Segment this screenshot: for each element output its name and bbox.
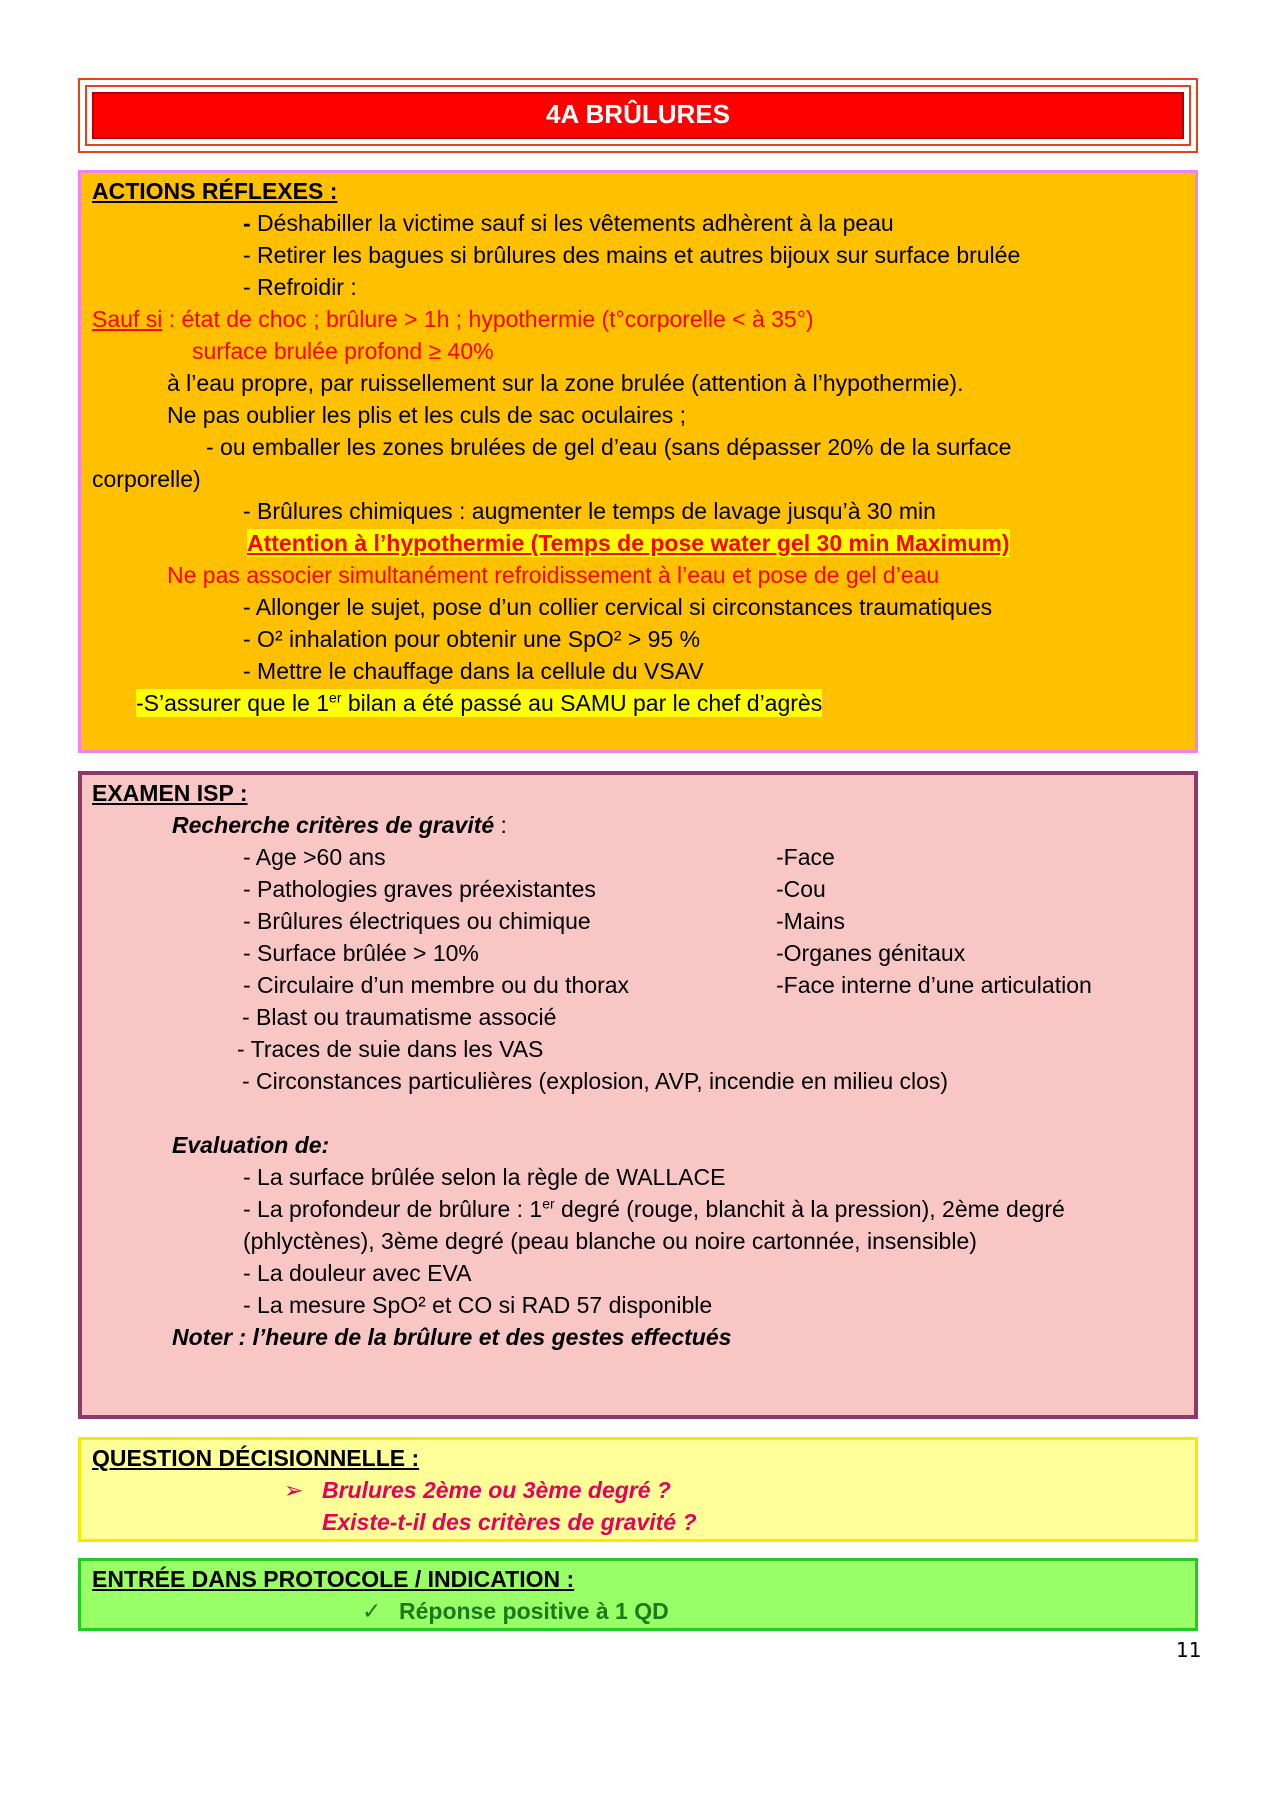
entree-indication: Réponse positive à 1 QD — [399, 1598, 669, 1624]
entree-protocole-box — [78, 1558, 1198, 1631]
action-samu: -S’assurer que le 1er bilan a été passé au SAMU par le chef d’agrès — [136, 689, 823, 716]
arrow-bullet-icon: ➢ — [284, 1477, 304, 1503]
critere-right: -Face — [776, 844, 835, 870]
critere-left: - Circulaire d’un membre ou du thorax — [243, 972, 630, 998]
question-decisionnelle-box — [78, 1437, 1198, 1542]
action-plis: Ne pas oublier les plis et les culs de sac oculaires ; — [167, 402, 687, 428]
critere-left: - Traces de suie dans les VAS — [237, 1036, 544, 1062]
title-frame — [78, 78, 1198, 153]
critere-left: - Pathologies graves préexistantes — [243, 876, 596, 902]
critere-left: - Age >60 ans — [243, 844, 386, 870]
evaluation-title: Evaluation de: — [172, 1132, 330, 1158]
evaluation-item: - La douleur avec EVA — [243, 1260, 472, 1286]
title-frame-inner — [85, 85, 1191, 146]
critere-left: - Brûlures électriques ou chimique — [243, 908, 591, 934]
criteres-title: Recherche critères de gravité : — [172, 812, 507, 838]
actions-reflexes-box — [78, 170, 1198, 753]
critere-left: - Blast ou traumatisme associé — [242, 1004, 557, 1030]
actions-heading: ACTIONS RÉFLEXES : — [92, 178, 338, 204]
critere-right: -Face interne d’une articulation — [776, 972, 1092, 998]
page-number: 11 — [1176, 1638, 1202, 1662]
critere-left: - Circonstances particulières (explosion, AVP, incendie en milieu clos) — [242, 1068, 949, 1094]
critere-right: -Cou — [776, 876, 826, 902]
question-heading: QUESTION DÉCISIONNELLE : — [92, 1445, 420, 1471]
evaluation-item: - La mesure SpO² et CO si RAD 57 disponible — [243, 1292, 713, 1318]
evaluation-item: - La profondeur de brûlure : 1er degré (rouge, blanchit à la pression), 2ème degré — [243, 1195, 1065, 1222]
action-gel-cont: corporelle) — [92, 466, 201, 492]
action-surface-profond: surface brulée profond ≥ 40% — [192, 338, 494, 364]
evaluation-item: - La surface brûlée selon la règle de WALLACE — [243, 1164, 726, 1190]
action-water: à l’eau propre, par ruissellement sur la zone brulée (attention à l’hypothermie). — [167, 370, 964, 396]
examen-isp-box — [78, 771, 1198, 1419]
action-sauf-si: Sauf si : état de choc ; brûlure > 1h ; hypothermie (t°corporelle < à 35°) — [92, 306, 814, 332]
action-heating: - Mettre le chauffage dans la cellule du VSAV — [243, 658, 704, 684]
action-cool: - Refroidir : — [243, 274, 357, 300]
examen-heading: EXAMEN ISP : — [92, 780, 248, 806]
action-oxygen: - O² inhalation pour obtenir une SpO² > 95 % — [243, 626, 701, 652]
question-1: Brulures 2ème ou 3ème degré ? — [322, 1477, 671, 1503]
page-title: 4A BRÛLURES — [92, 92, 1184, 139]
action-undress: - Déshabiller la victime sauf si les vêtements adhèrent à la peau — [243, 210, 894, 236]
critere-left: - Surface brûlée > 10% — [243, 940, 479, 966]
action-lay-down: - Allonger le sujet, pose d’un collier cervical si circonstances traumatiques — [243, 594, 993, 620]
check-icon: ✓ — [362, 1598, 382, 1624]
question-2: Existe-t-il des critères de gravité ? — [322, 1509, 697, 1535]
action-chemical: - Brûlures chimiques : augmenter le temps de lavage jusqu’à 30 min — [243, 498, 936, 524]
noter-line: Noter : l’heure de la brûlure et des gestes effectués — [172, 1324, 732, 1350]
action-gel: - ou emballer les zones brulées de gel d’eau (sans dépasser 20% de la surface — [206, 434, 1012, 460]
critere-right: -Organes génitaux — [776, 940, 966, 966]
critere-right: -Mains — [776, 908, 846, 934]
action-rings: - Retirer les bagues si brûlures des mains et autres bijoux sur surface brulée — [243, 242, 1021, 268]
evaluation-item-cont: (phlyctènes), 3ème degré (peau blanche ou noire cartonnée, insensible) — [243, 1228, 977, 1254]
action-hypothermia-warning: Attention à l’hypothermie (Temps de pose water gel 30 min Maximum) — [247, 530, 1010, 556]
action-no-combine: Ne pas associer simultanément refroidissement à l’eau et pose de gel d’eau — [167, 562, 940, 588]
entree-heading: ENTRÉE DANS PROTOCOLE / INDICATION : — [92, 1566, 575, 1592]
